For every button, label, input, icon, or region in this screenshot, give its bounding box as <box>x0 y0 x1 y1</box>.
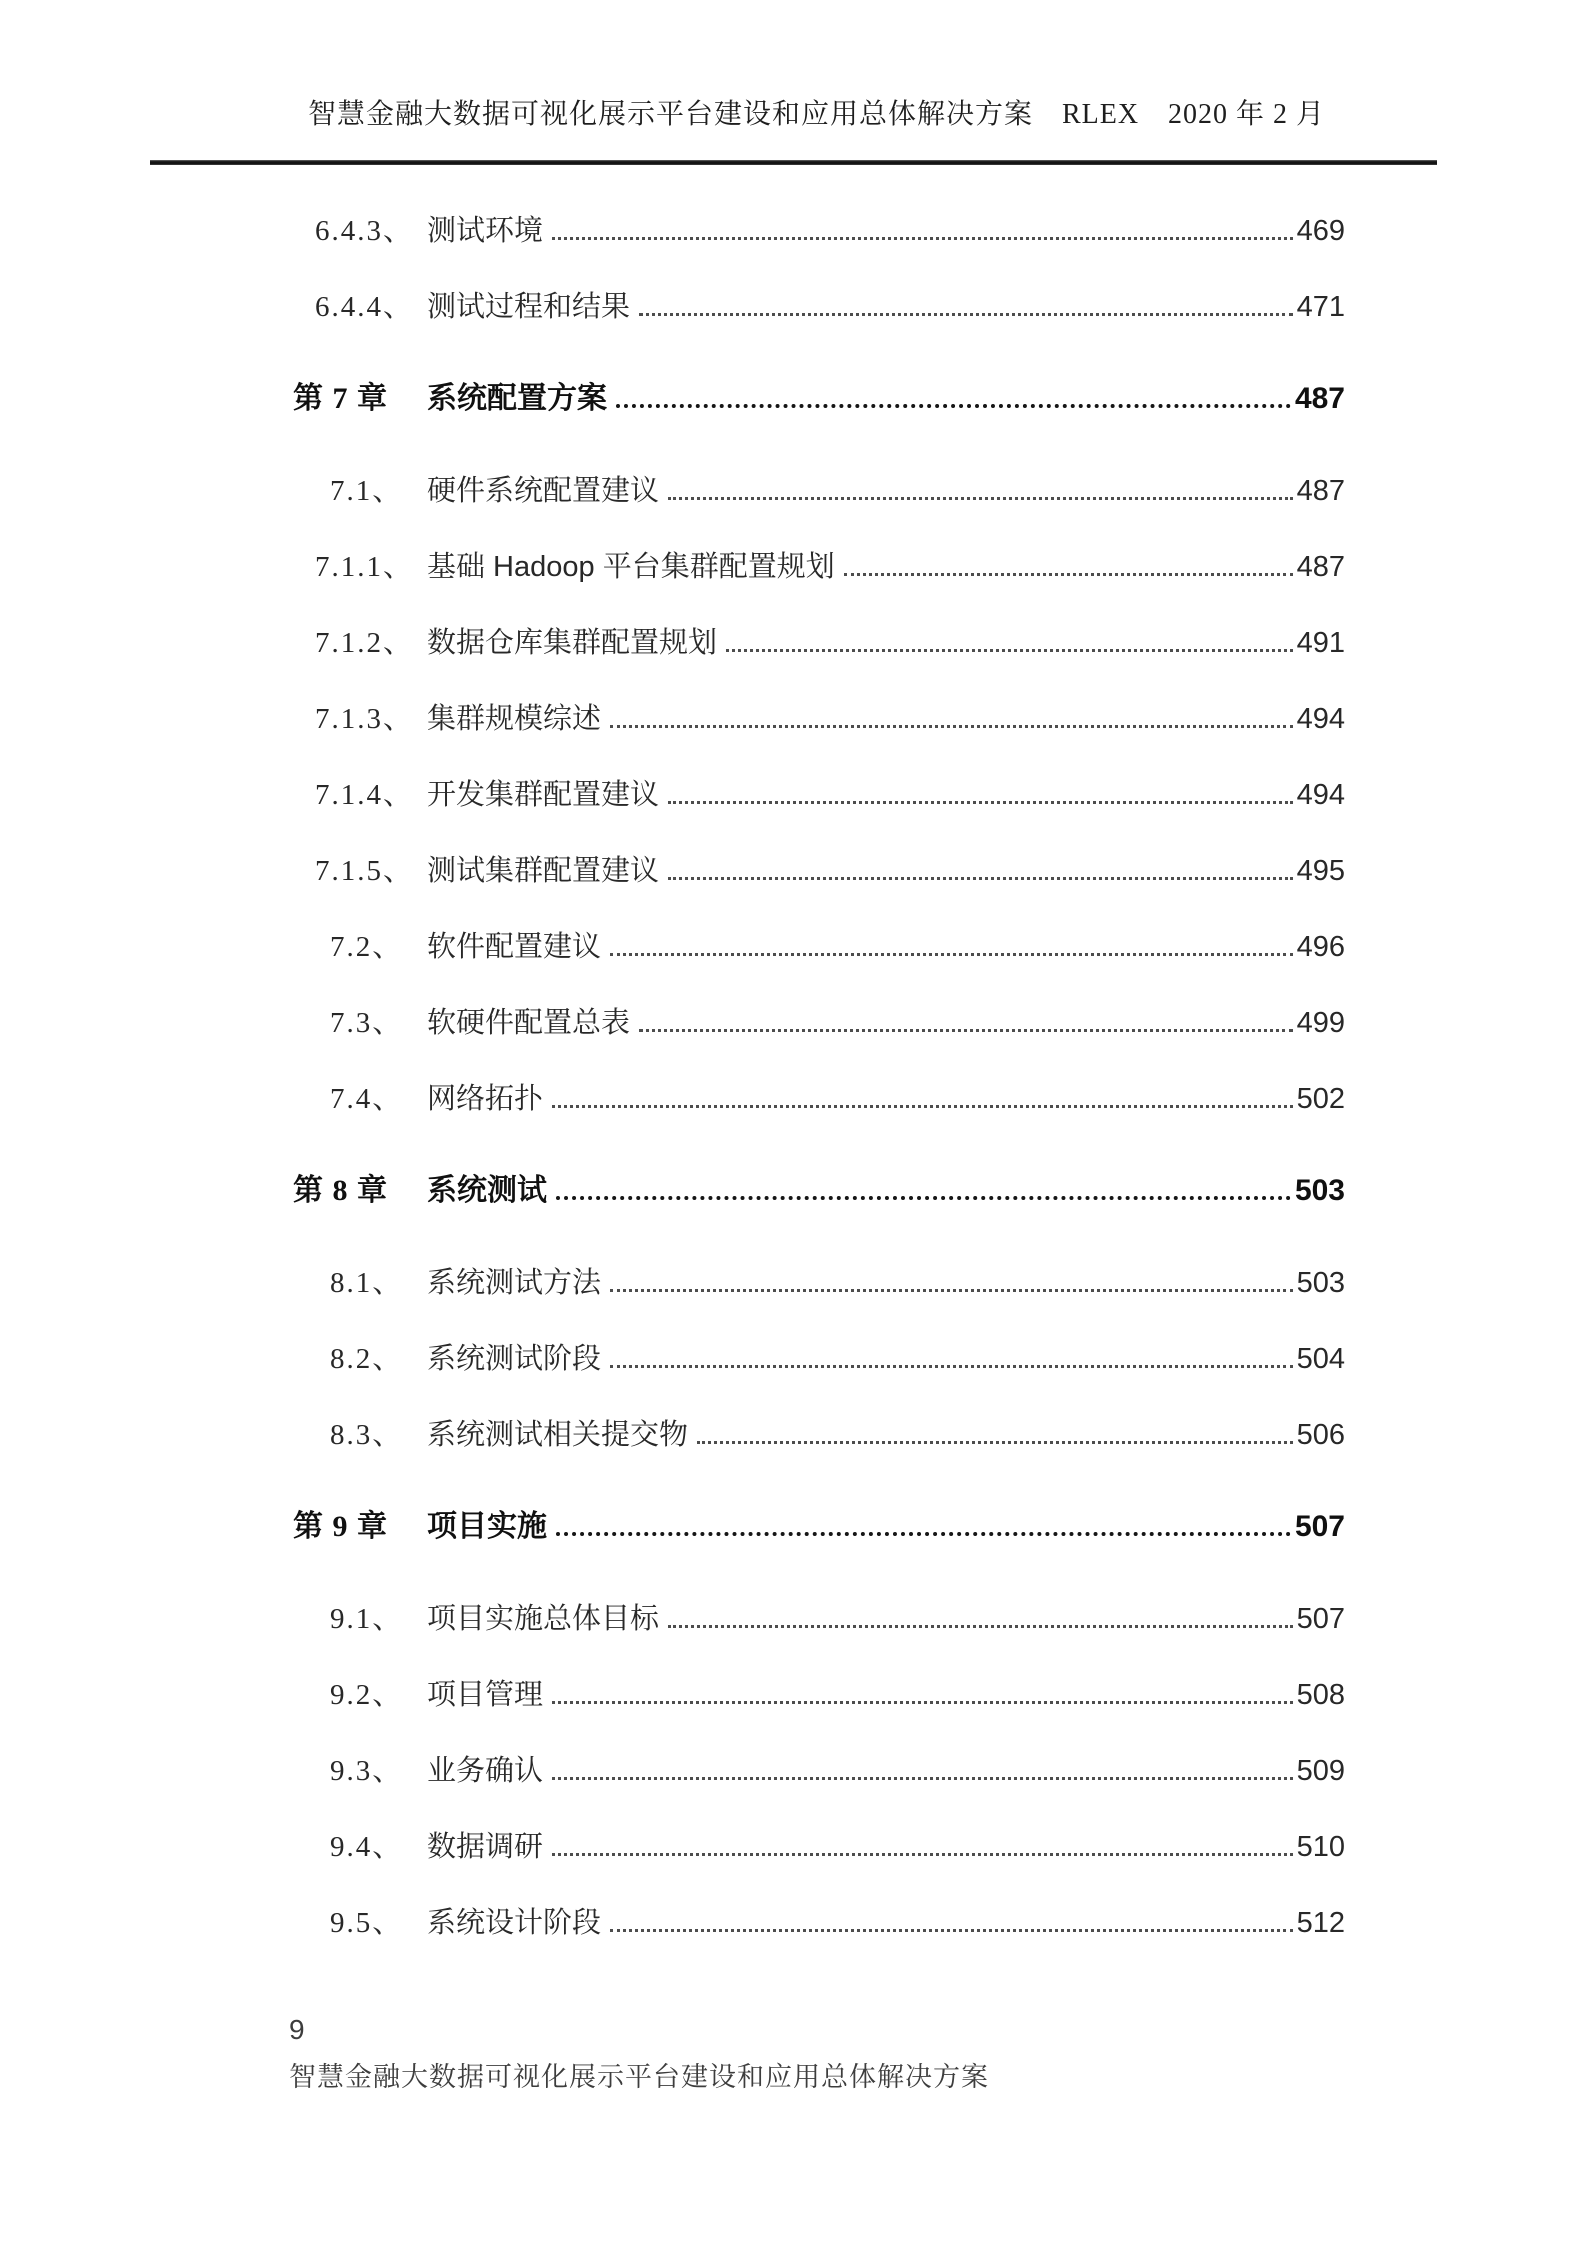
toc-entry-page: 512 <box>1296 1907 1345 1939</box>
toc-entry-number: 第 8 章 <box>293 1174 388 1207</box>
toc-entry-number: 7.1.2、 <box>315 627 415 659</box>
toc-entry[interactable] <box>293 1175 1345 1207</box>
toc-entry-page: 503 <box>1296 1267 1345 1299</box>
toc-entry[interactable] <box>293 1343 1345 1375</box>
toc-entry-number: 6.4.3、 <box>315 215 415 247</box>
toc-entry-label: 业务确认 <box>427 1755 544 1787</box>
dot-leader <box>726 647 1293 652</box>
toc-entry-number: 7.1、 <box>330 475 404 507</box>
toc-entry[interactable] <box>293 383 1345 415</box>
dot-leader <box>610 723 1293 728</box>
dot-leader <box>610 951 1293 956</box>
toc-entry-number: 8.3、 <box>330 1419 404 1451</box>
toc-entry[interactable] <box>293 1083 1345 1115</box>
dot-leader <box>556 1530 1291 1536</box>
header-rule <box>150 160 1437 165</box>
toc-entry-number: 7.3、 <box>330 1007 404 1039</box>
dot-leader <box>552 1103 1293 1108</box>
dot-leader <box>668 495 1293 500</box>
toc-entry-page: 496 <box>1296 931 1345 963</box>
toc-entry-number: 7.1.3、 <box>315 703 415 735</box>
toc-entry[interactable] <box>293 931 1345 963</box>
toc-entry[interactable] <box>293 291 1345 323</box>
toc-entry-page: 502 <box>1296 1083 1345 1115</box>
dot-leader <box>610 1927 1293 1932</box>
toc-entry-label: 集群规模综述 <box>427 703 602 735</box>
toc-entry-label: 系统测试方法 <box>427 1267 602 1299</box>
toc-entry-page: 495 <box>1296 855 1345 887</box>
toc-entry-number: 6.4.4、 <box>315 291 415 323</box>
footer-page-number: 9 <box>289 2014 305 2045</box>
toc-entry-page: 504 <box>1296 1343 1345 1375</box>
toc-entry-page: 508 <box>1296 1679 1345 1711</box>
table-of-contents <box>293 215 1345 1983</box>
toc-entry-page: 469 <box>1296 215 1345 247</box>
toc-entry-number: 8.2、 <box>330 1343 404 1375</box>
toc-entry[interactable] <box>293 1907 1345 1939</box>
toc-entry[interactable] <box>293 1007 1345 1039</box>
toc-entry-label: 硬件系统配置建议 <box>427 475 660 507</box>
toc-entry-label: 系统测试阶段 <box>427 1343 602 1375</box>
dot-leader <box>639 311 1293 316</box>
toc-entry-label: 基础 Hadoop 平台集群配置规划 <box>427 551 835 583</box>
toc-entry[interactable] <box>293 1755 1345 1787</box>
toc-entry[interactable] <box>293 779 1345 811</box>
toc-entry-label: 测试过程和结果 <box>427 291 631 323</box>
toc-entry[interactable] <box>293 703 1345 735</box>
toc-entry-label: 项目实施 <box>427 1510 547 1543</box>
toc-entry-label: 开发集群配置建议 <box>427 779 660 811</box>
toc-entry-number: 9.2、 <box>330 1679 404 1711</box>
dot-leader <box>552 1775 1293 1780</box>
toc-entry-page: 507 <box>1294 1510 1345 1543</box>
toc-entry-page: 487 <box>1294 382 1345 415</box>
toc-entry[interactable] <box>293 1679 1345 1711</box>
toc-entry-page: 510 <box>1296 1831 1345 1863</box>
header-title: 智慧金融大数据可视化展示平台建设和应用总体解决方案 RLEX 2020 年 2 月 <box>307 99 1326 130</box>
toc-entry[interactable] <box>293 551 1345 583</box>
toc-entry-page: 487 <box>1296 551 1345 583</box>
toc-entry-page: 509 <box>1296 1755 1345 1787</box>
toc-entry-label: 测试集群配置建议 <box>427 855 660 887</box>
dot-leader <box>610 1287 1293 1292</box>
toc-entry-number: 8.1、 <box>330 1267 404 1299</box>
dot-leader <box>668 875 1293 880</box>
toc-entry[interactable] <box>293 475 1345 507</box>
toc-entry-number: 7.1.5、 <box>315 855 415 887</box>
dot-leader <box>552 1699 1293 1704</box>
toc-entry-label: 系统设计阶段 <box>427 1907 602 1939</box>
toc-entry-number: 7.1.4、 <box>315 779 415 811</box>
toc-entry-page: 494 <box>1296 779 1345 811</box>
toc-entry-page: 507 <box>1296 1603 1345 1635</box>
toc-entry-page: 499 <box>1296 1007 1345 1039</box>
toc-entry-page: 494 <box>1296 703 1345 735</box>
toc-entry-label: 软硬件配置总表 <box>427 1007 631 1039</box>
toc-entry-label: 系统测试相关提交物 <box>427 1419 689 1451</box>
toc-entry-label: 网络拓扑 <box>427 1083 544 1115</box>
dot-leader <box>552 235 1293 240</box>
dot-leader <box>616 402 1291 408</box>
toc-entry-label: 软件配置建议 <box>427 931 602 963</box>
toc-entry[interactable] <box>293 1603 1345 1635</box>
toc-entry-page: 491 <box>1296 627 1345 659</box>
dot-leader <box>697 1439 1293 1444</box>
toc-entry-label: 数据仓库集群配置规划 <box>427 627 718 659</box>
toc-entry-page: 503 <box>1294 1174 1345 1207</box>
toc-entry[interactable] <box>293 1511 1345 1543</box>
toc-entry-page: 506 <box>1296 1419 1345 1451</box>
dot-leader <box>556 1194 1291 1200</box>
toc-entry-page: 487 <box>1296 475 1345 507</box>
toc-entry[interactable] <box>293 627 1345 659</box>
toc-entry[interactable] <box>293 1419 1345 1451</box>
toc-entry-number: 7.1.1、 <box>315 551 415 583</box>
toc-entry[interactable] <box>293 1267 1345 1299</box>
toc-entry-label: 项目实施总体目标 <box>427 1603 660 1635</box>
dot-leader <box>610 1363 1293 1368</box>
dot-leader <box>668 799 1293 804</box>
toc-entry-number: 7.4、 <box>330 1083 404 1115</box>
dot-leader <box>639 1027 1293 1032</box>
toc-entry[interactable] <box>293 1831 1345 1863</box>
toc-entry-label: 项目管理 <box>427 1679 544 1711</box>
toc-entry-number: 9.4、 <box>330 1831 404 1863</box>
toc-entry-number: 9.3、 <box>330 1755 404 1787</box>
toc-entry-page: 471 <box>1296 291 1345 323</box>
dot-leader <box>552 1851 1293 1856</box>
dot-leader <box>844 571 1293 576</box>
toc-entry[interactable] <box>293 215 1345 247</box>
toc-entry-number: 7.2、 <box>330 931 404 963</box>
toc-entry-label: 系统测试 <box>427 1174 547 1207</box>
toc-entry-number: 9.1、 <box>330 1603 404 1635</box>
toc-entry-label: 数据调研 <box>427 1831 544 1863</box>
toc-entry-number: 第 7 章 <box>293 382 388 415</box>
toc-entry[interactable] <box>293 855 1345 887</box>
dot-leader <box>668 1623 1293 1628</box>
toc-entry-number: 9.5、 <box>330 1907 404 1939</box>
toc-entry-label: 系统配置方案 <box>427 382 607 415</box>
toc-entry-label: 测试环境 <box>427 215 544 247</box>
toc-entry-number: 第 9 章 <box>293 1510 388 1543</box>
footer-doc-title: 智慧金融大数据可视化展示平台建设和应用总体解决方案 <box>289 2062 989 2092</box>
